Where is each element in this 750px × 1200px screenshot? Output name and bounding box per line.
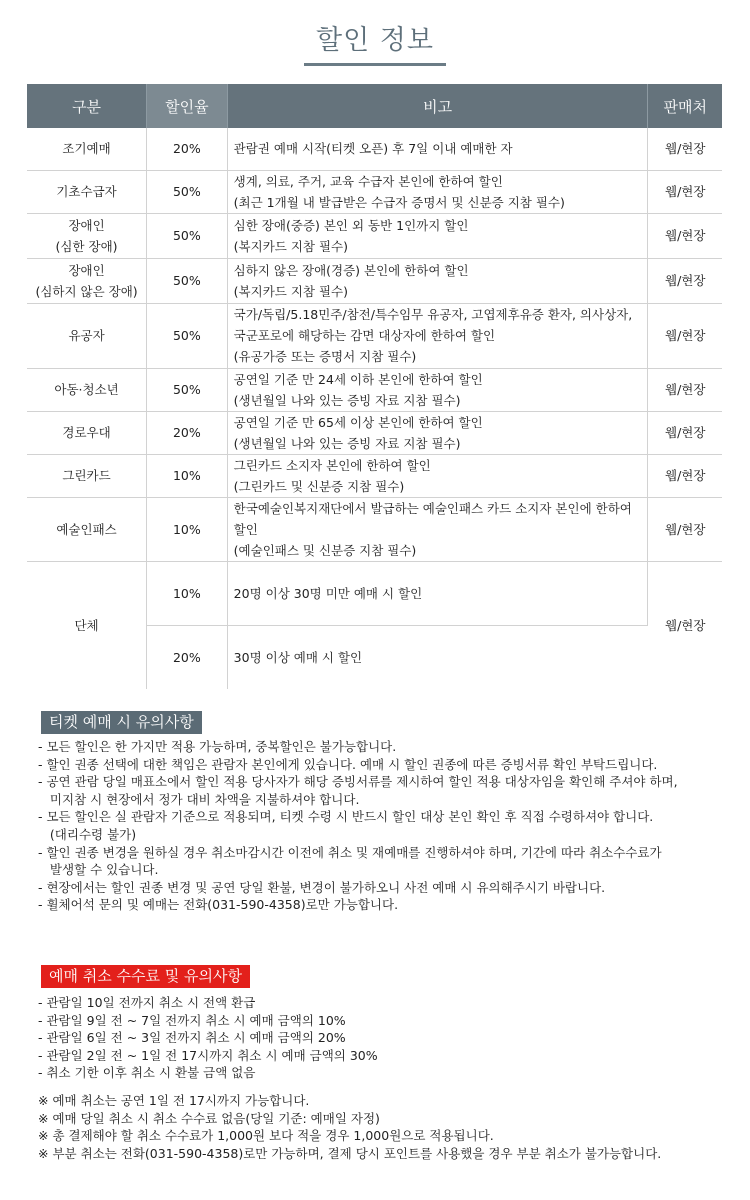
group-rate: 20% (147, 625, 228, 689)
row-rate: 50% (147, 258, 228, 303)
cancel-fee-list (38, 994, 738, 1082)
row-rate: 50% (147, 368, 228, 411)
list-item: - 관람일 2일 전 ~ 1일 전 17시까지 취소 시 예매 금액의 30% (38, 1047, 378, 1063)
category-line: 조기예매 (62, 141, 111, 157)
note-line: 공연일 기준 만 24세 이하 본인에 한하여 할인 (233, 371, 483, 387)
row-seller: 웹/현장 (648, 497, 722, 561)
header-rate: 할인율 (147, 84, 228, 128)
note-line: (생년월일 나와 있는 증빙 자료 지참 필수) (233, 392, 461, 408)
category-line: 그린카드 (62, 468, 111, 483)
category-line: 장애인 (68, 217, 105, 233)
footnote-item: ※ 총 결제해야 할 취소 수수료가 1,000원 보다 적을 경우 1,000원으로 적용됩니다. (38, 1128, 494, 1144)
note-line: (복지카드 지참 필수) (233, 238, 348, 254)
note-line: (복지카드 지참 필수) (233, 283, 348, 299)
row-seller: 웹/현장 (648, 411, 722, 454)
cancel-notice-heading: 예매 취소 수수료 및 유의사항 (41, 965, 250, 988)
row-seller: 웹/현장 (648, 213, 722, 258)
cancel-footnote-list (38, 1092, 738, 1162)
row-note (227, 170, 648, 213)
footnote-item: ※ 예매 당일 취소 시 취소 수수료 없음(당일 기준: 예매일 자정) (38, 1110, 380, 1126)
row-category (27, 411, 147, 454)
table-row (27, 170, 722, 213)
category-line: 장애인 (68, 262, 105, 278)
list-item: - 관람일 9일 전 ~ 7일 전까지 취소 시 예매 금액의 10% (38, 1012, 346, 1028)
row-rate: 10% (147, 454, 228, 497)
note-line: 국군포로에 해당하는 감면 대상자에 한하여 할인 (233, 328, 496, 343)
table-row (27, 454, 722, 497)
list-item: - 현장에서는 할인 권종 변경 및 공연 당일 환불, 변경이 불가하오니 사전 예매 시 유의해주시기 바랍니다. (38, 879, 606, 895)
note-line: 관람권 예매 시작(티켓 오픈) 후 7일 이내 예매한 자 (233, 141, 513, 157)
row-category (27, 368, 147, 411)
note-line: 한국예술인복지재단에서 발급하는 예술인패스 카드 소지자 본인에 한하여 할인 (233, 500, 632, 537)
row-note (227, 213, 648, 258)
row-rate: 50% (147, 213, 228, 258)
category-line: 기초수급자 (56, 184, 117, 199)
note-line: 생계, 의료, 주거, 교육 수급자 본인에 한하여 할인 (233, 173, 503, 189)
list-item: - 취소 기한 이후 취소 시 환불 금액 없음 (38, 1065, 256, 1081)
row-seller: 웹/현장 (648, 128, 722, 170)
table-row (27, 368, 722, 411)
list-item: (대리수령 불가) (38, 826, 137, 842)
group-category: 단체 (27, 561, 147, 689)
header-note: 비고 (227, 84, 648, 128)
row-rate: 10% (147, 497, 228, 561)
list-item: 미지참 시 현장에서 정가 대비 차액을 지불하셔야 합니다. (38, 791, 360, 807)
row-rate: 50% (147, 303, 228, 368)
row-category (27, 128, 147, 170)
group-rate: 10% (147, 561, 228, 625)
row-category (27, 454, 147, 497)
note-line: (생년월일 나와 있는 증빙 자료 지참 필수) (233, 435, 461, 451)
table-row (27, 497, 722, 561)
row-seller: 웹/현장 (648, 454, 722, 497)
list-item: - 할인 권종 변경을 원하실 경우 취소마감시간 이전에 취소 및 재예매를 진행하셔야 하며, 기간에 따라 취소수수료가 (38, 844, 662, 860)
row-note (227, 128, 648, 170)
discount-table (27, 84, 722, 689)
table-header-row (27, 84, 722, 128)
group-note: 30명 이상 예매 시 할인 (233, 649, 363, 665)
note-line: 그린카드 소지자 본인에 한하여 할인 (233, 457, 431, 473)
list-item: - 휠체어석 문의 및 예매는 전화(031-590-4358)로만 가능합니다. (38, 897, 399, 913)
list-item: - 모든 할인은 실 관람자 기준으로 적용되며, 티켓 수령 시 반드시 할인 대상 본인 확인 후 직접 수령하셔야 합니다. (38, 809, 654, 825)
table-row (27, 411, 722, 454)
row-rate: 20% (147, 411, 228, 454)
row-seller: 웹/현장 (648, 303, 722, 368)
table-row (27, 303, 722, 368)
ticket-notice-list (38, 738, 738, 914)
title-wrap (0, 18, 750, 66)
category-line: (심한 장애) (55, 238, 118, 254)
header-seller: 판매처 (648, 84, 722, 128)
list-item: - 모든 할인은 한 가지만 적용 가능하며, 중복할인은 불가능합니다. (38, 739, 397, 754)
row-note (227, 411, 648, 454)
category-line: 유공자 (68, 328, 105, 343)
row-seller: 웹/현장 (648, 258, 722, 303)
row-category (27, 258, 147, 303)
row-rate: 50% (147, 170, 228, 213)
note-line: (그린카드 및 신분증 지참 필수) (233, 478, 405, 494)
table-row (27, 128, 722, 170)
category-line: 경로우대 (62, 425, 111, 440)
list-item: - 관람일 6일 전 ~ 3일 전까지 취소 시 예매 금액의 20% (38, 1030, 346, 1046)
note-line: (유공가증 또는 증명서 지참 필수) (233, 349, 417, 364)
category-line: 아동·청소년 (54, 382, 119, 397)
table-body (27, 128, 722, 689)
note-line: 공연일 기준 만 65세 이상 본인에 한하여 할인 (233, 414, 483, 430)
row-category (27, 497, 147, 561)
row-seller: 웹/현장 (648, 170, 722, 213)
category-line: (심하지 않은 장애) (35, 283, 138, 299)
row-rate: 20% (147, 128, 228, 170)
row-note (227, 303, 648, 368)
note-line: 심하지 않은 장애(경증) 본인에 한하여 할인 (233, 262, 469, 278)
row-note (227, 258, 648, 303)
note-line: 심한 장애(중증) 본인 외 동반 1인까지 할인 (233, 217, 469, 233)
footnote-item: ※ 예매 취소는 공연 1일 전 17시까지 가능합니다. (38, 1093, 310, 1108)
note-line: (예술인패스 및 신분증 지참 필수) (233, 542, 417, 558)
note-line: 국가/독립/5.18민주/참전/특수임무 유공자, 고엽제후유증 환자, 의사상자, (233, 307, 633, 322)
note-line: (최근 1개월 내 발급받은 수급자 증명서 및 신분증 지참 필수) (233, 194, 565, 210)
table-row (27, 213, 722, 258)
category-line: 예술인패스 (56, 521, 117, 537)
list-item: - 공연 관람 당일 매표소에서 할인 적용 당사자가 해당 증빙서류를 제시하여 할인 적용 대상자임을 확인해 주셔야 하며, (38, 774, 678, 790)
ticket-notice-heading: 티켓 예매 시 유의사항 (41, 711, 202, 734)
list-item: 발생할 수 있습니다. (38, 862, 159, 878)
page-title: 할인 정보 (304, 18, 446, 66)
group-seller: 웹/현장 (665, 617, 706, 633)
row-note (227, 497, 648, 561)
group-note: 20명 이상 30명 미만 예매 시 할인 (227, 561, 648, 625)
list-item: - 할인 권종 선택에 대한 책임은 관람자 본인에게 있습니다. 예매 시 할인 권종에 따른 증빙서류 확인 부탁드립니다. (38, 756, 658, 772)
row-seller: 웹/현장 (648, 368, 722, 411)
footnote-item: ※ 부분 취소는 전화(031-590-4358)로만 가능하며, 결제 당시 포인트를 사용했을 경우 부분 취소가 불가능합니다. (38, 1145, 662, 1161)
table-row (27, 258, 722, 303)
row-note (227, 454, 648, 497)
row-category (27, 303, 147, 368)
row-category (27, 213, 147, 258)
header-category: 구분 (27, 84, 147, 128)
row-note (227, 368, 648, 411)
group-row (27, 561, 722, 625)
list-item: - 관람일 10일 전까지 취소 시 전액 환급 (38, 995, 256, 1010)
row-category (27, 170, 147, 213)
